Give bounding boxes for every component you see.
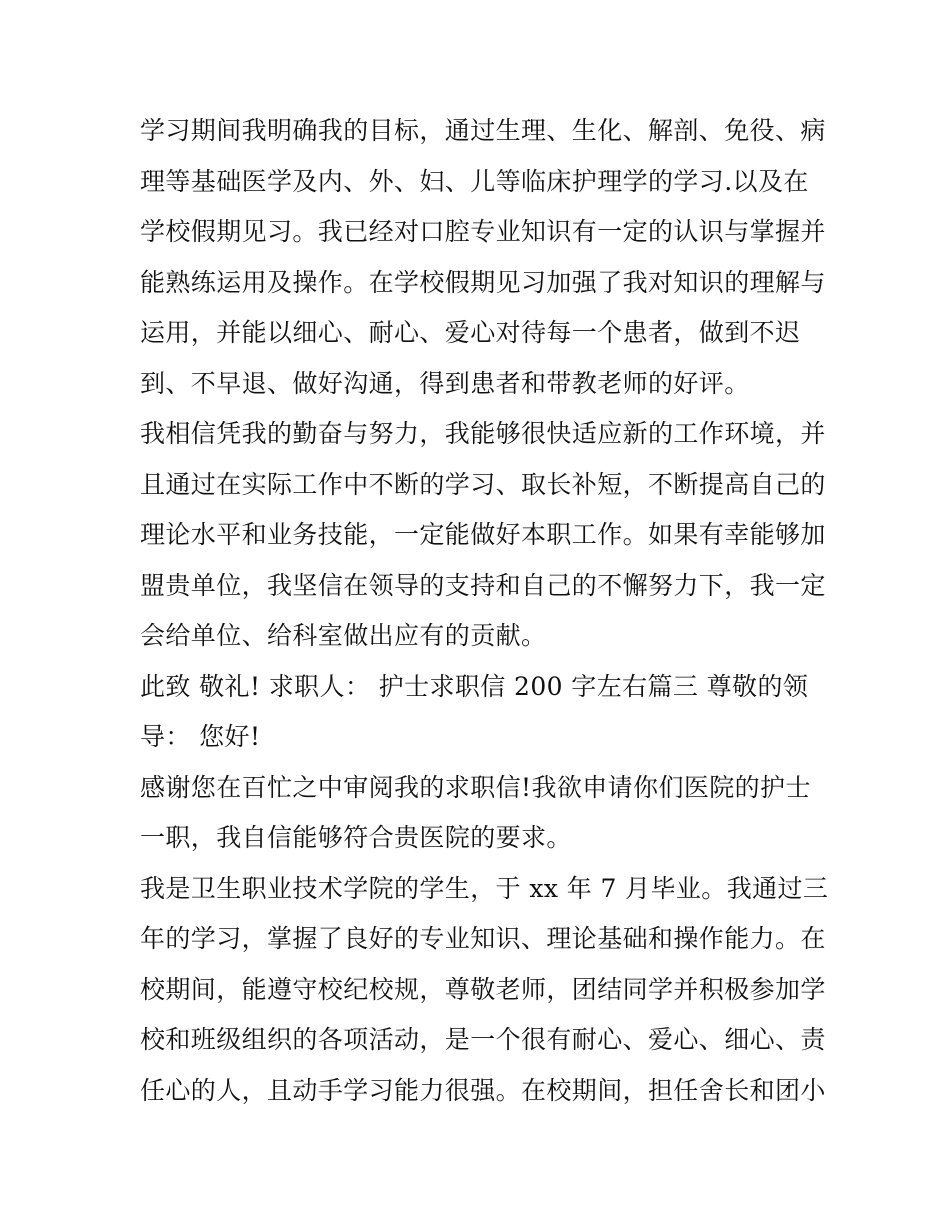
text-line: 校期间，能遵守校纪校规，尊敬老师，团结同学并积极参加学 <box>140 974 826 1004</box>
text-line: 到、不早退、做好沟通，得到患者和带教老师的好评。 <box>140 368 750 398</box>
text-line: 运用，并能以细心、耐心、爱心对待每一个患者，做到不迟 <box>140 318 801 347</box>
text-line: 年的学习，掌握了良好的专业知识、理论基础和操作能力。在 <box>140 924 826 953</box>
text-line: 感谢您在百忙之中审阅我的求职信!我欲申请你们医院的护士 <box>140 772 811 802</box>
text-line: 能熟练运用及操作。在学校假期见习加强了我对知识的理解与 <box>140 267 826 297</box>
text-line: 我相信凭我的勤奋与努力，我能够很快适应新的工作环境，并 <box>140 419 826 448</box>
text-line: 理论水平和业务技能，一定能做好本职工作。如果有幸能够加 <box>140 520 826 549</box>
text-line: 理等基础医学及内、外、妇、儿等临床护理学的学习.以及在 <box>140 166 809 196</box>
text-line: 学校假期见习。我已经对口腔专业知识有一定的认识与掌握并 <box>140 217 826 246</box>
text-line: 任心的人，且动手学习能力很强。在校期间，担任舍长和团小 <box>140 1075 826 1105</box>
text-line: 且通过在实际工作中不断的学习、取长补短，不断提高自己的 <box>140 469 826 499</box>
text-line: 一职，我自信能够符合贵医院的要求。 <box>140 823 572 852</box>
text-line: 学习期间我明确我的目标，通过生理、生化、解剖、免役、病 <box>140 116 826 145</box>
document-body <box>140 106 829 1116</box>
text-line: 会给单位、给科室做出应有的贡献。 <box>140 621 547 650</box>
text-line: 盟贵单位，我坚信在领导的支持和自己的不懈努力下，我一定 <box>140 570 826 600</box>
text-line: 此致 敬礼! 求职人： 护士求职信 200 字左右篇三 尊敬的领 <box>140 671 809 701</box>
text-line: 我是卫生职业技术学院的学生，于 xx 年 7 月毕业。我通过三 <box>140 873 829 903</box>
text-line: 导： 您好! <box>140 722 261 751</box>
text-line: 校和班级组织的各项活动，是一个很有耐心、爱心、细心、责 <box>140 1025 826 1054</box>
